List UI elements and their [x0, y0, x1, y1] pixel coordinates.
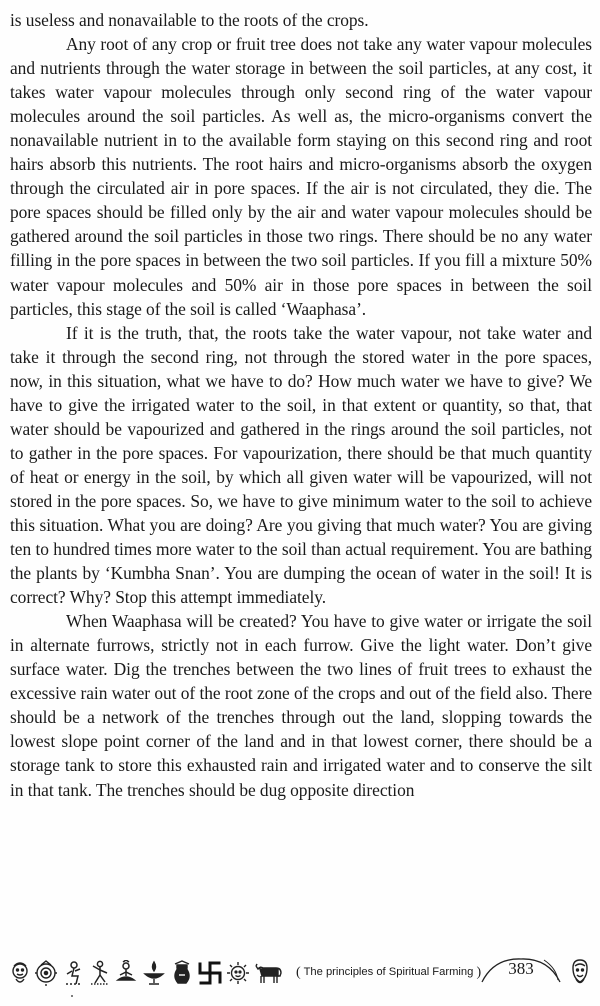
paragraph-3: If it is the truth, that, the roots take the water vapour, not take water and take it through the second ring, not through the stored water in the pore spaces, now, in this situation, what we have to do? How much water we have to give? We have to give the irrigated water to the soil, in that extent or quantity, so that, that water should be vapourized and gathered in the rings around the soil particles, not to gather in the pore spaces. For vapourization, there should be that much quantity of heat or energy in the soil, by which all given water will be vapourized, will not stored in the pore spaces. So, we have to give minimum water to the soil to achieve this situation. What you are doing? Are you giving that much water? You are giving ten to hundred times more water to the soil than actual requirement. You are bathing the plants by ‘Kumbha Snan’. You are dumping the ocean of water in the soil! It is correct? Why? Stop this attempt immediately.	[10, 322, 592, 608]
deity-face-icon	[34, 960, 58, 986]
dancing-figure-icon	[88, 960, 112, 986]
paragraph-4: When Waaphasa will be created? You have to give water or irrigate the soil in alternate furrows, strictly not in each furrow. Give the light water. Don’t give surface water. Dig the trenches between the two lines of fruit trees to exhaust the excessive rain water out of the root zone of the crops and out of the field also. There should be a network of the trenches through out the land, slopping towards the lowest slope point corner of the land and in that lowest corner, there should be a storage tank to store this exhausted rain and irrigated water and to conserve the silt in that tank. The trenches should be dug opposite direction	[10, 611, 592, 800]
footer-paren-close: )	[476, 965, 482, 980]
body-text	[10, 8, 592, 802]
cow-icon	[254, 960, 284, 986]
footer-paren-open: (	[296, 965, 301, 980]
meditating-figure-icon	[114, 960, 138, 986]
paragraph-2: Any root of any crop or fruit tree does not take any water vapour molecules and nutrients through the water storage in between the soil particles, at any cost, it takes water vapour molecules through only second ring of the water vapour molecules around the soil particles. As well as, the micro-organisms convert the nonavailable nutrient in to the available form staying on this second ring and root hairs absorb this nutrients. The root hairs and micro-organisms absorb the oxygen through the circulated air in pore spaces. If the air is not circulated, they die. The pore spaces should be filled only by the air and water vapour molecules should be gathered around the soil particles in those two rings. There should be no any water filling in the pore spaces in between the two soil particles. If you fill a mixture 50% water vapour molecules and 50% air in those pore spaces in between the soil particles, this stage of the soil is called ‘Waaphasa’.	[10, 34, 592, 319]
page-footer	[4, 952, 596, 992]
sage-head-end-icon	[568, 958, 592, 986]
sun-face-icon	[226, 960, 250, 986]
sage-head-icon	[8, 960, 32, 986]
swastika-icon	[198, 960, 222, 986]
book-title: The principles of Spiritual Farming	[303, 966, 474, 978]
kneeling-figure-icon	[62, 960, 86, 986]
page-number: 383	[508, 959, 534, 978]
kalash-pot-icon	[170, 960, 194, 986]
paragraph-1: is useless and nonavailable to the roots of the crops.	[10, 10, 369, 30]
oil-lamp-icon	[142, 960, 166, 986]
print-speck	[71, 995, 73, 997]
page-number-badge	[480, 956, 562, 984]
footer-icon-strip	[4, 952, 296, 992]
footer-book-title	[296, 965, 481, 981]
